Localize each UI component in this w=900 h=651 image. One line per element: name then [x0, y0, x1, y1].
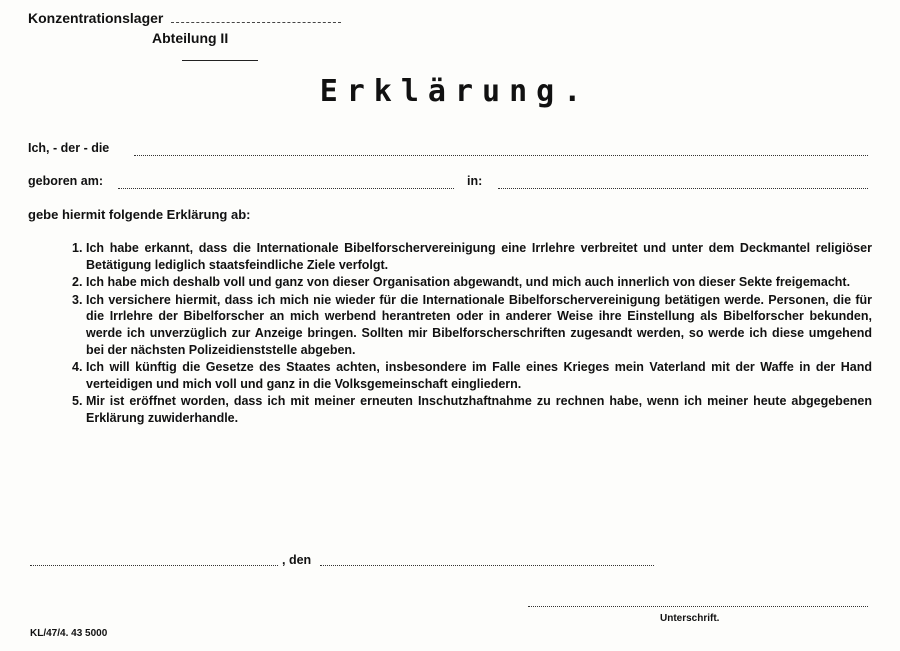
form-code: KL/47/4. 43 5000 — [30, 628, 108, 639]
item-text: Mir ist eröffnet worden, dass ich mit meiner erneuten Inschutzhaftnahme zu rechnen habe, wenn ich meiner heute abgegebenen Erklärung zuwiderhandle. — [86, 394, 872, 425]
date-field-label: , den — [282, 553, 312, 567]
declaration-items — [72, 240, 872, 428]
item-number: 5. — [72, 394, 83, 409]
item-text: Ich versichere hiermit, dass ich mich nie wieder für die Internationale Bibelforschervereinigung betätigen werde. Personen, die für die Irrlehre der Bibelforscher an mich werbend herantreten oder in anderer Weise ihre Einstellung als Bibelforscher bekunden, werde ich unverzüglich zur Anzeige bringen. Sollten mir Bibelforscherschriften zugesandt werden, so werde ich diese umgehend bei der nächsten Polizeidienststelle abgeben. — [86, 292, 872, 357]
item-text: Ich habe mich deshalb voll und ganz von dieser Organisation abgewandt, und mich auch innerlich von dieser Sekte freigemacht. — [86, 275, 851, 290]
camp-label: Konzentrationslager — [28, 10, 164, 26]
item-number: 3. — [72, 292, 83, 307]
birthdate-field-label: geboren am: — [28, 174, 104, 188]
name-field-label: Ich, - der - die — [28, 141, 110, 155]
document-title: Erklärung. — [319, 74, 591, 109]
birthdate-field-line — [118, 188, 454, 189]
signature-line — [528, 606, 868, 607]
item-number: 1. — [72, 241, 83, 255]
item-text: Ich habe erkannt, dass die Internationale Bibelforschervereinigung eine Irrlehre verbreitet und unter dem Deckmantel religiöser Betätigung lediglich staatsfeindliche Ziele verfolgt. — [86, 241, 872, 272]
department-label: Abteilung II — [152, 30, 229, 46]
declaration-item — [72, 292, 872, 358]
camp-header — [28, 10, 341, 26]
item-number: 2. — [72, 275, 83, 290]
declaration-item — [72, 240, 872, 273]
item-number: 4. — [72, 360, 83, 375]
date-field-line — [320, 565, 654, 566]
name-field-line — [134, 155, 868, 156]
camp-name-blank-line — [171, 21, 341, 23]
declaration-intro: gebe hiermit folgende Erklärung ab: — [28, 207, 251, 222]
declaration-item — [72, 393, 872, 426]
declaration-item — [72, 359, 872, 392]
birthplace-field-label: in: — [467, 174, 483, 188]
place-field-line — [30, 565, 278, 566]
department-underline — [182, 60, 258, 61]
item-text: Ich will künftig die Gesetze des Staates achten, insbesondere im Falle eines Krieges mein Vaterland mit der Waffe in der Hand verteidigen und mich voll und ganz in die Volksgemeinschaft eingliedern. — [86, 360, 872, 391]
signature-label: Unterschrift. — [660, 613, 720, 624]
birthplace-field-line — [498, 188, 868, 189]
declaration-item — [72, 274, 872, 291]
